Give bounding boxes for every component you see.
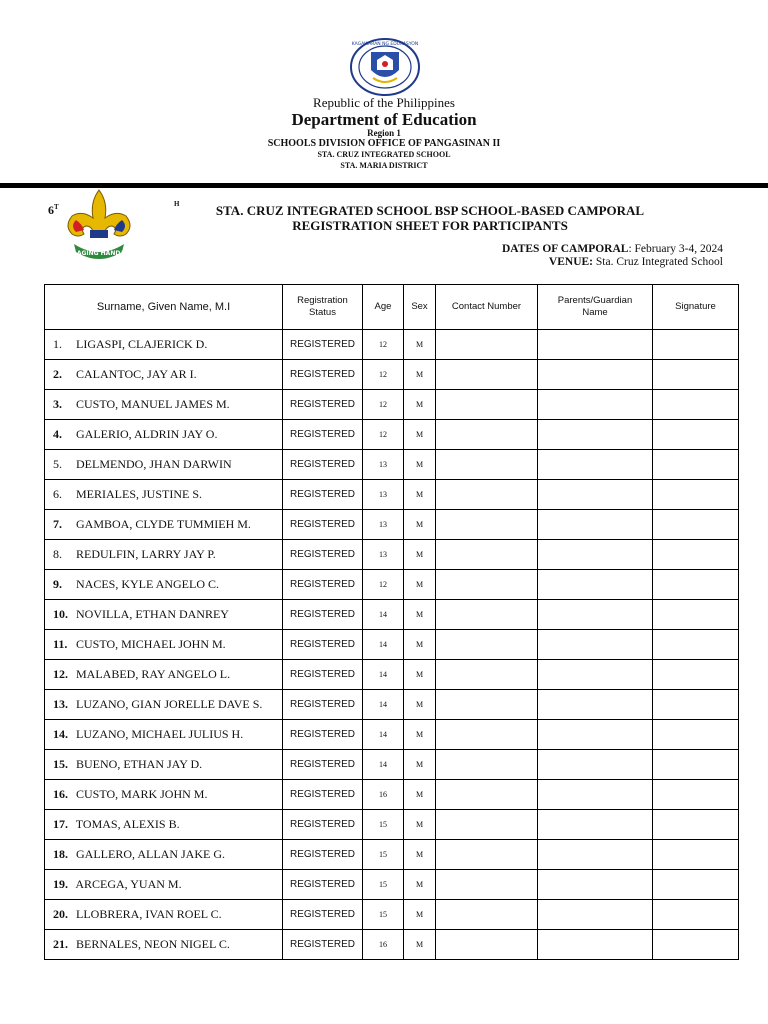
- signature-cell[interactable]: [653, 570, 739, 600]
- contact-number-cell[interactable]: [436, 720, 538, 750]
- participant-name-cell: [45, 600, 283, 630]
- row-number: 14.: [53, 727, 68, 741]
- parents-guardian-cell[interactable]: [538, 330, 653, 360]
- header-parents: Parents/Guardian Name: [538, 285, 653, 330]
- contact-number-cell[interactable]: [436, 570, 538, 600]
- row-number: 6.: [53, 487, 62, 501]
- registration-status-cell: REGISTERED: [283, 900, 363, 930]
- registration-status-cell: REGISTERED: [283, 870, 363, 900]
- participant-name: NACES, KYLE ANGELO C.: [76, 577, 219, 591]
- participant-name-cell: [45, 900, 283, 930]
- table-row: [45, 630, 739, 660]
- age-cell: 16: [363, 930, 404, 960]
- sex-cell: M: [404, 450, 436, 480]
- signature-cell[interactable]: [653, 630, 739, 660]
- participant-name-cell: [45, 930, 283, 960]
- table-row: [45, 390, 739, 420]
- participant-name-cell: [45, 660, 283, 690]
- participant-name-cell: [45, 540, 283, 570]
- table-header-row: [45, 285, 739, 330]
- event-details: [502, 243, 723, 269]
- signature-cell[interactable]: [653, 690, 739, 720]
- sex-cell: M: [404, 630, 436, 660]
- participant-name: NOVILLA, ETHAN DANREY: [76, 607, 229, 621]
- contact-number-cell[interactable]: [436, 840, 538, 870]
- sex-cell: M: [404, 780, 436, 810]
- camporal-dates: DATES OF CAMPORAL: February 3-4, 2024: [501, 243, 723, 255]
- svg-text:LAGING HANDA: LAGING HANDA: [73, 250, 125, 257]
- participant-name-cell: [45, 810, 283, 840]
- table-row: [45, 360, 739, 390]
- age-cell: 14: [363, 630, 404, 660]
- header-status: Registration Status: [283, 285, 363, 330]
- participant-name: TOMAS, ALEXIS B.: [75, 817, 180, 831]
- contact-number-cell[interactable]: [436, 510, 538, 540]
- contact-number-cell[interactable]: [436, 660, 538, 690]
- sex-cell: M: [404, 810, 436, 840]
- republic-line: Republic of the Philippines: [313, 95, 455, 110]
- participant-name: CUSTO, MANUEL JAMES M.: [76, 397, 230, 411]
- header-signature: Signature: [653, 285, 739, 330]
- registration-status-cell: REGISTERED: [283, 450, 363, 480]
- parents-guardian-cell[interactable]: [538, 660, 653, 690]
- age-cell: 14: [363, 750, 404, 780]
- row-number: 12.: [53, 667, 68, 681]
- header-contact: Contact Number: [436, 285, 538, 330]
- age-cell: 15: [363, 810, 404, 840]
- sex-cell: M: [404, 390, 436, 420]
- table-row: [45, 840, 739, 870]
- parents-guardian-cell[interactable]: [538, 750, 653, 780]
- participant-name-cell: [45, 420, 283, 450]
- signature-cell[interactable]: [653, 780, 739, 810]
- parents-guardian-cell[interactable]: [538, 840, 653, 870]
- parents-guardian-cell[interactable]: [538, 810, 653, 840]
- registration-status-cell: REGISTERED: [283, 750, 363, 780]
- sex-cell: M: [404, 600, 436, 630]
- participant-name: ARCEGA, YUAN M.: [75, 877, 182, 891]
- table-row: [45, 600, 739, 630]
- participant-name: BUENO, ETHAN JAY D.: [76, 757, 203, 771]
- age-cell: 12: [363, 360, 404, 390]
- registration-status-cell: REGISTERED: [283, 390, 363, 420]
- participant-name: DELMENDO, JHAN DARWIN: [76, 457, 232, 471]
- age-cell: 14: [363, 660, 404, 690]
- parents-guardian-cell[interactable]: [538, 780, 653, 810]
- participant-name: LIGASPI, CLAJERICK D.: [76, 337, 208, 351]
- registration-status-cell: REGISTERED: [283, 570, 363, 600]
- table-row: [45, 870, 739, 900]
- registration-status-cell: REGISTERED: [283, 600, 363, 630]
- participant-name-cell: [45, 480, 283, 510]
- participant-name: GAMBOA, CLYDE TUMMIEH M.: [76, 517, 251, 531]
- region-line: Region 1: [367, 128, 401, 138]
- signature-cell[interactable]: [653, 750, 739, 780]
- participant-name: CALANTOC, JAY AR I.: [76, 367, 197, 381]
- row-number: 3.: [53, 397, 62, 411]
- school-line: STA. CRUZ INTEGRATED SCHOOL: [317, 150, 451, 159]
- participant-name-cell: [45, 780, 283, 810]
- table-row: [45, 420, 739, 450]
- header-name: Surname, Given Name, M.I: [45, 285, 283, 330]
- participant-name-cell: [45, 510, 283, 540]
- age-cell: 15: [363, 840, 404, 870]
- participant-name: BERNALES, NEON NIGEL C.: [76, 937, 230, 951]
- row-number: 7.: [53, 517, 62, 531]
- sex-cell: M: [404, 360, 436, 390]
- participant-name: MERIALES, JUSTINE S.: [76, 487, 203, 501]
- parents-guardian-cell[interactable]: [538, 630, 653, 660]
- registration-table: [44, 284, 739, 960]
- registration-status-cell: REGISTERED: [283, 630, 363, 660]
- participant-name: MALABED, RAY ANGELO L.: [76, 667, 231, 681]
- sex-cell: M: [404, 510, 436, 540]
- sex-cell: M: [404, 420, 436, 450]
- participant-name: CUSTO, MICHAEL JOHN M.: [76, 637, 226, 651]
- camporal-venue: VENUE: Sta. Cruz Integrated School: [548, 256, 723, 268]
- row-number: 21.: [53, 937, 68, 951]
- table-row: [45, 690, 739, 720]
- sex-cell: M: [404, 330, 436, 360]
- age-cell: 14: [363, 690, 404, 720]
- table-row: [45, 510, 739, 540]
- row-number: 11.: [53, 637, 68, 651]
- contact-number-cell[interactable]: [436, 690, 538, 720]
- contact-number-cell[interactable]: [436, 540, 538, 570]
- registration-status-cell: REGISTERED: [283, 480, 363, 510]
- row-number: 5.: [53, 457, 62, 471]
- row-number: 15.: [53, 757, 68, 771]
- participant-name-cell: [45, 720, 283, 750]
- parents-guardian-cell[interactable]: [538, 900, 653, 930]
- table-row: [45, 750, 739, 780]
- row-number: 19.: [53, 877, 68, 891]
- age-cell: 13: [363, 480, 404, 510]
- event-ordinal: $6^T$: [48, 203, 59, 217]
- deped-seal-logo: [349, 38, 421, 96]
- table-row: [45, 720, 739, 750]
- table-row: [45, 330, 739, 360]
- table-row: [45, 540, 739, 570]
- department-line: Department of Education: [291, 110, 477, 129]
- contact-number-cell[interactable]: [436, 390, 538, 420]
- contact-number-cell[interactable]: [436, 450, 538, 480]
- age-cell: 12: [363, 390, 404, 420]
- row-number: 2.: [53, 367, 62, 381]
- parents-guardian-cell[interactable]: [538, 870, 653, 900]
- participant-name: CUSTO, MARK JOHN M.: [76, 787, 208, 801]
- participant-name-cell: [45, 570, 283, 600]
- row-number: 8.: [53, 547, 62, 561]
- signature-cell[interactable]: [653, 420, 739, 450]
- row-number: 17.: [53, 817, 68, 831]
- event-ordinal-suffix: H: [174, 200, 180, 208]
- parents-guardian-cell[interactable]: [538, 480, 653, 510]
- age-cell: 12: [363, 330, 404, 360]
- signature-cell[interactable]: [653, 900, 739, 930]
- row-number: 9.: [53, 577, 62, 591]
- registration-status-cell: REGISTERED: [283, 720, 363, 750]
- parents-guardian-cell[interactable]: [538, 450, 653, 480]
- row-number: 13.: [53, 697, 68, 711]
- table-row: [45, 930, 739, 960]
- header-sex: Sex: [404, 285, 436, 330]
- parents-guardian-cell[interactable]: [538, 930, 653, 960]
- sex-cell: M: [404, 750, 436, 780]
- participant-name: LLOBRERA, IVAN ROEL C.: [76, 907, 222, 921]
- parents-guardian-cell[interactable]: [538, 570, 653, 600]
- bsp-fleur-de-lis-logo: [60, 186, 138, 266]
- table-row: [45, 810, 739, 840]
- signature-cell[interactable]: [653, 390, 739, 420]
- row-number: 20.: [53, 907, 68, 921]
- table-row: [45, 570, 739, 600]
- age-cell: 15: [363, 900, 404, 930]
- contact-number-cell[interactable]: [436, 780, 538, 810]
- age-cell: 12: [363, 570, 404, 600]
- registration-status-cell: REGISTERED: [283, 810, 363, 840]
- contact-number-cell[interactable]: [436, 870, 538, 900]
- contact-number-cell[interactable]: [436, 360, 538, 390]
- age-cell: 12: [363, 420, 404, 450]
- age-cell: 14: [363, 720, 404, 750]
- signature-cell[interactable]: [653, 660, 739, 690]
- participant-name-cell: [45, 390, 283, 420]
- contact-number-cell[interactable]: [436, 600, 538, 630]
- sex-cell: M: [404, 690, 436, 720]
- contact-number-cell[interactable]: [436, 900, 538, 930]
- signature-cell[interactable]: [653, 870, 739, 900]
- contact-number-cell[interactable]: [436, 330, 538, 360]
- row-number: 1.: [53, 337, 62, 351]
- svg-text:KAGAWARAN NG EDUKASYON: KAGAWARAN NG EDUKASYON: [351, 42, 419, 47]
- signature-cell[interactable]: [653, 930, 739, 960]
- sex-cell: M: [404, 870, 436, 900]
- participant-name-cell: [45, 690, 283, 720]
- signature-cell[interactable]: [653, 810, 739, 840]
- table-row: [45, 450, 739, 480]
- registration-status-cell: REGISTERED: [283, 690, 363, 720]
- sex-cell: M: [404, 930, 436, 960]
- contact-number-cell[interactable]: [436, 630, 538, 660]
- header-age: Age: [363, 285, 404, 330]
- contact-number-cell[interactable]: [436, 930, 538, 960]
- age-cell: 13: [363, 510, 404, 540]
- signature-cell[interactable]: [653, 510, 739, 540]
- signature-cell[interactable]: [653, 450, 739, 480]
- sex-cell: M: [404, 540, 436, 570]
- division-line: SCHOOLS DIVISION OFFICE OF PANGASINAN II: [267, 138, 501, 149]
- participant-name: GALERIO, ALDRIN JAY O.: [76, 427, 218, 441]
- sex-cell: M: [404, 570, 436, 600]
- contact-number-cell[interactable]: [436, 480, 538, 510]
- row-number: 18.: [53, 847, 68, 861]
- table-row: [45, 480, 739, 510]
- row-number: 4.: [53, 427, 62, 441]
- sheet-title: [170, 203, 690, 233]
- age-cell: 14: [363, 600, 404, 630]
- contact-number-cell[interactable]: [436, 750, 538, 780]
- participant-name-cell: [45, 630, 283, 660]
- table-row: [45, 780, 739, 810]
- signature-cell[interactable]: [653, 330, 739, 360]
- sheet-title-line1: STA. CRUZ INTEGRATED SCHOOL BSP SCHOOL-BASED CAMPORAL: [215, 203, 645, 218]
- signature-cell[interactable]: [653, 600, 739, 630]
- signature-cell[interactable]: [653, 540, 739, 570]
- registration-status-cell: REGISTERED: [283, 840, 363, 870]
- contact-number-cell[interactable]: [436, 420, 538, 450]
- age-cell: 15: [363, 870, 404, 900]
- participant-name-cell: [45, 750, 283, 780]
- participant-name: LUZANO, MICHAEL JULIUS H.: [76, 727, 244, 741]
- table-row: [45, 900, 739, 930]
- registration-status-cell: REGISTERED: [283, 330, 363, 360]
- participant-name-cell: [45, 840, 283, 870]
- participant-name-cell: [45, 330, 283, 360]
- participant-name-cell: [45, 870, 283, 900]
- participant-name: REDULFIN, LARRY JAY P.: [76, 547, 216, 561]
- registration-status-cell: REGISTERED: [283, 540, 363, 570]
- registration-status-cell: REGISTERED: [283, 510, 363, 540]
- parents-guardian-cell[interactable]: [538, 720, 653, 750]
- contact-number-cell[interactable]: [436, 810, 538, 840]
- parents-guardian-cell[interactable]: [538, 420, 653, 450]
- participant-name-cell: [45, 450, 283, 480]
- age-cell: 13: [363, 540, 404, 570]
- table-row: [45, 660, 739, 690]
- sex-cell: M: [404, 480, 436, 510]
- registration-status-cell: REGISTERED: [283, 780, 363, 810]
- signature-cell[interactable]: [653, 720, 739, 750]
- row-number: 16.: [53, 787, 68, 801]
- participant-name: LUZANO, GIAN JORELLE DAVE S.: [76, 697, 263, 711]
- parents-guardian-cell[interactable]: [538, 690, 653, 720]
- sheet-title-line2: REGISTRATION SHEET FOR PARTICIPANTS: [292, 218, 568, 233]
- district-line: STA. MARIA DISTRICT: [340, 161, 428, 170]
- registration-status-cell: REGISTERED: [283, 930, 363, 960]
- registration-status-cell: REGISTERED: [283, 360, 363, 390]
- registration-status-cell: REGISTERED: [283, 420, 363, 450]
- participant-name: GALLERO, ALLAN JAKE G.: [76, 847, 225, 861]
- sex-cell: M: [404, 720, 436, 750]
- parents-guardian-cell[interactable]: [538, 390, 653, 420]
- parents-guardian-cell[interactable]: [538, 510, 653, 540]
- signature-cell[interactable]: [653, 480, 739, 510]
- signature-cell[interactable]: [653, 360, 739, 390]
- sex-cell: M: [404, 660, 436, 690]
- parents-guardian-cell[interactable]: [538, 540, 653, 570]
- age-cell: 16: [363, 780, 404, 810]
- age-cell: 13: [363, 450, 404, 480]
- sex-cell: M: [404, 840, 436, 870]
- registration-status-cell: REGISTERED: [283, 660, 363, 690]
- parents-guardian-cell[interactable]: [538, 360, 653, 390]
- row-number: 10.: [53, 607, 68, 621]
- signature-cell[interactable]: [653, 840, 739, 870]
- sex-cell: M: [404, 900, 436, 930]
- participant-name-cell: [45, 360, 283, 390]
- parents-guardian-cell[interactable]: [538, 600, 653, 630]
